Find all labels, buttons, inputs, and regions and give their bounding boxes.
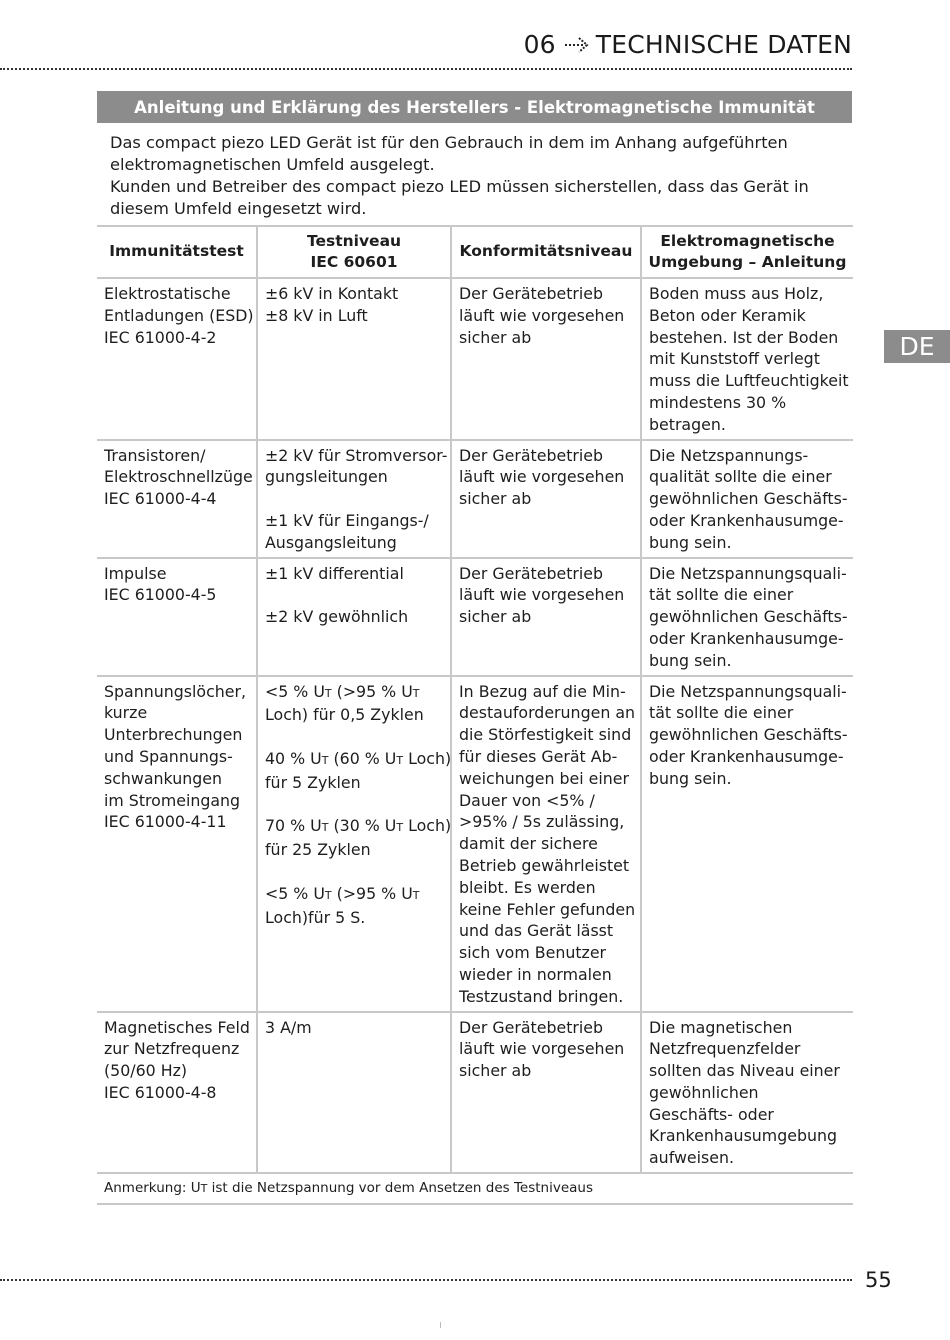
cell-test: Magnetisches Feld zur Netzfrequenz (50/60 Hz) IEC 61000-4-8 [97, 1012, 257, 1174]
cell-test: Transistoren/ Elektroschnellzüge IEC 61000-4-4 [97, 440, 257, 558]
header-test-level: Testniveau IEC 60601 [257, 226, 451, 278]
cell-conformity: Der Gerätebetrieb läuft wie vorgesehen sicher ab [451, 558, 641, 676]
intro-text [110, 132, 850, 220]
table-note: Anmerkung: UT ist die Netzspannung vor dem Ansetzen des Testniveaus [97, 1173, 853, 1204]
footer-divider [0, 1279, 852, 1281]
cell-test: Impulse IEC 61000-4-5 [97, 558, 257, 676]
cell-conformity: In Bezug auf die Min- destauforderungen an die Störfestigkeit sind für dieses Gerät Ab- weichungen bei einer Dauer von <5% / >95% / 5s zulässing, damit der sichere Betrieb gewährleistet bleibt. Es werden keine Fehler gefunden und das Gerät lässt sich vom Benutzer wieder in normalen Testzustand bringen. [451, 676, 641, 1012]
cell-test: Elektrostatische Entladungen (ESD) IEC 61000-4-2 [97, 278, 257, 440]
cell-guidance: Die Netzspannungsquali- tät sollte die einer gewöhnlichen Geschäfts- oder Krankenhausumge- bung sein. [641, 558, 853, 676]
cell-level: <5 % UT (>95 % UT Loch) für 0,5 Zyklen 40 % UT (60 % UT Loch) für 5 Zyklen 70 % UT (30 % UT Loch) für 25 Zyklen <5 % UT (>95 % UT Loch)für 5 S. [257, 676, 451, 1012]
table-row [97, 1012, 853, 1174]
chapter-heading [524, 30, 852, 59]
table-header-row [97, 226, 853, 278]
header-environment-guidance: Elektromagnetische Umgebung – Anleitung [641, 226, 853, 278]
cell-guidance: Die Netzspannungs- qualität sollte die einer gewöhnlichen Geschäfts- oder Krankenhausumge- bung sein. [641, 440, 853, 558]
table-row [97, 440, 853, 558]
header-conformity-level: Konformitätsniveau [451, 226, 641, 278]
cell-level: 3 A/m [257, 1012, 451, 1174]
table-note-row [97, 1173, 853, 1204]
print-mark [440, 1322, 441, 1328]
table-row [97, 676, 853, 1012]
dotted-arrow-icon [564, 36, 590, 54]
cell-conformity: Der Gerätebetrieb läuft wie vorgesehen sicher ab [451, 440, 641, 558]
chapter-title: TECHNISCHE DATEN [595, 30, 852, 59]
cell-level: ±2 kV für Stromversor- gungsleitungen ±1 kV für Eingangs-/ Ausgangsleitung [257, 440, 451, 558]
table-row [97, 558, 853, 676]
cell-guidance: Die magnetischen Netzfrequenzfelder sollten das Niveau einer gewöhnlichen Geschäfts- oder Krankenhausumgebung aufweisen. [641, 1012, 853, 1174]
cell-conformity: Der Gerätebetrieb läuft wie vorgesehen sicher ab [451, 1012, 641, 1174]
section-banner: Anleitung und Erklärung des Herstellers - Elektromagnetische Immunität [97, 91, 852, 123]
language-tab: DE [884, 330, 950, 363]
table-row [97, 278, 853, 440]
intro-paragraph: Kunden und Betreiber des compact piezo LED müssen sicherstellen, dass das Gerät in diesem Umfeld eingesetzt wird. [110, 177, 809, 218]
intro-paragraph: Das compact piezo LED Gerät ist für den Gebrauch in dem im Anhang aufgeführten elektromagnetischen Umfeld ausgelegt. [110, 133, 788, 174]
cell-guidance: Boden muss aus Holz, Beton oder Keramik bestehen. Ist der Boden mit Kunststoff verlegt muss die Luftfeuchtigkeit mindestens 30 % betragen. [641, 278, 853, 440]
header-immunity-test: Immunitätstest [97, 226, 257, 278]
header-divider [0, 68, 852, 70]
immunity-table [97, 225, 853, 1205]
cell-guidance: Die Netzspannungsquali- tät sollte die einer gewöhnlichen Geschäfts- oder Krankenhausumge- bung sein. [641, 676, 853, 1012]
cell-level: ±1 kV differential ±2 kV gewöhnlich [257, 558, 451, 676]
chapter-number: 06 [523, 30, 556, 59]
cell-level: ±6 kV in Kontakt ±8 kV in Luft [257, 278, 451, 440]
cell-test: Spannungslöcher, kurze Unterbrechungen und Spannungs- schwankungen im Stromeingang IEC 61000-4-11 [97, 676, 257, 1012]
page-number: 55 [865, 1268, 892, 1292]
cell-conformity: Der Gerätebetrieb läuft wie vorgesehen sicher ab [451, 278, 641, 440]
